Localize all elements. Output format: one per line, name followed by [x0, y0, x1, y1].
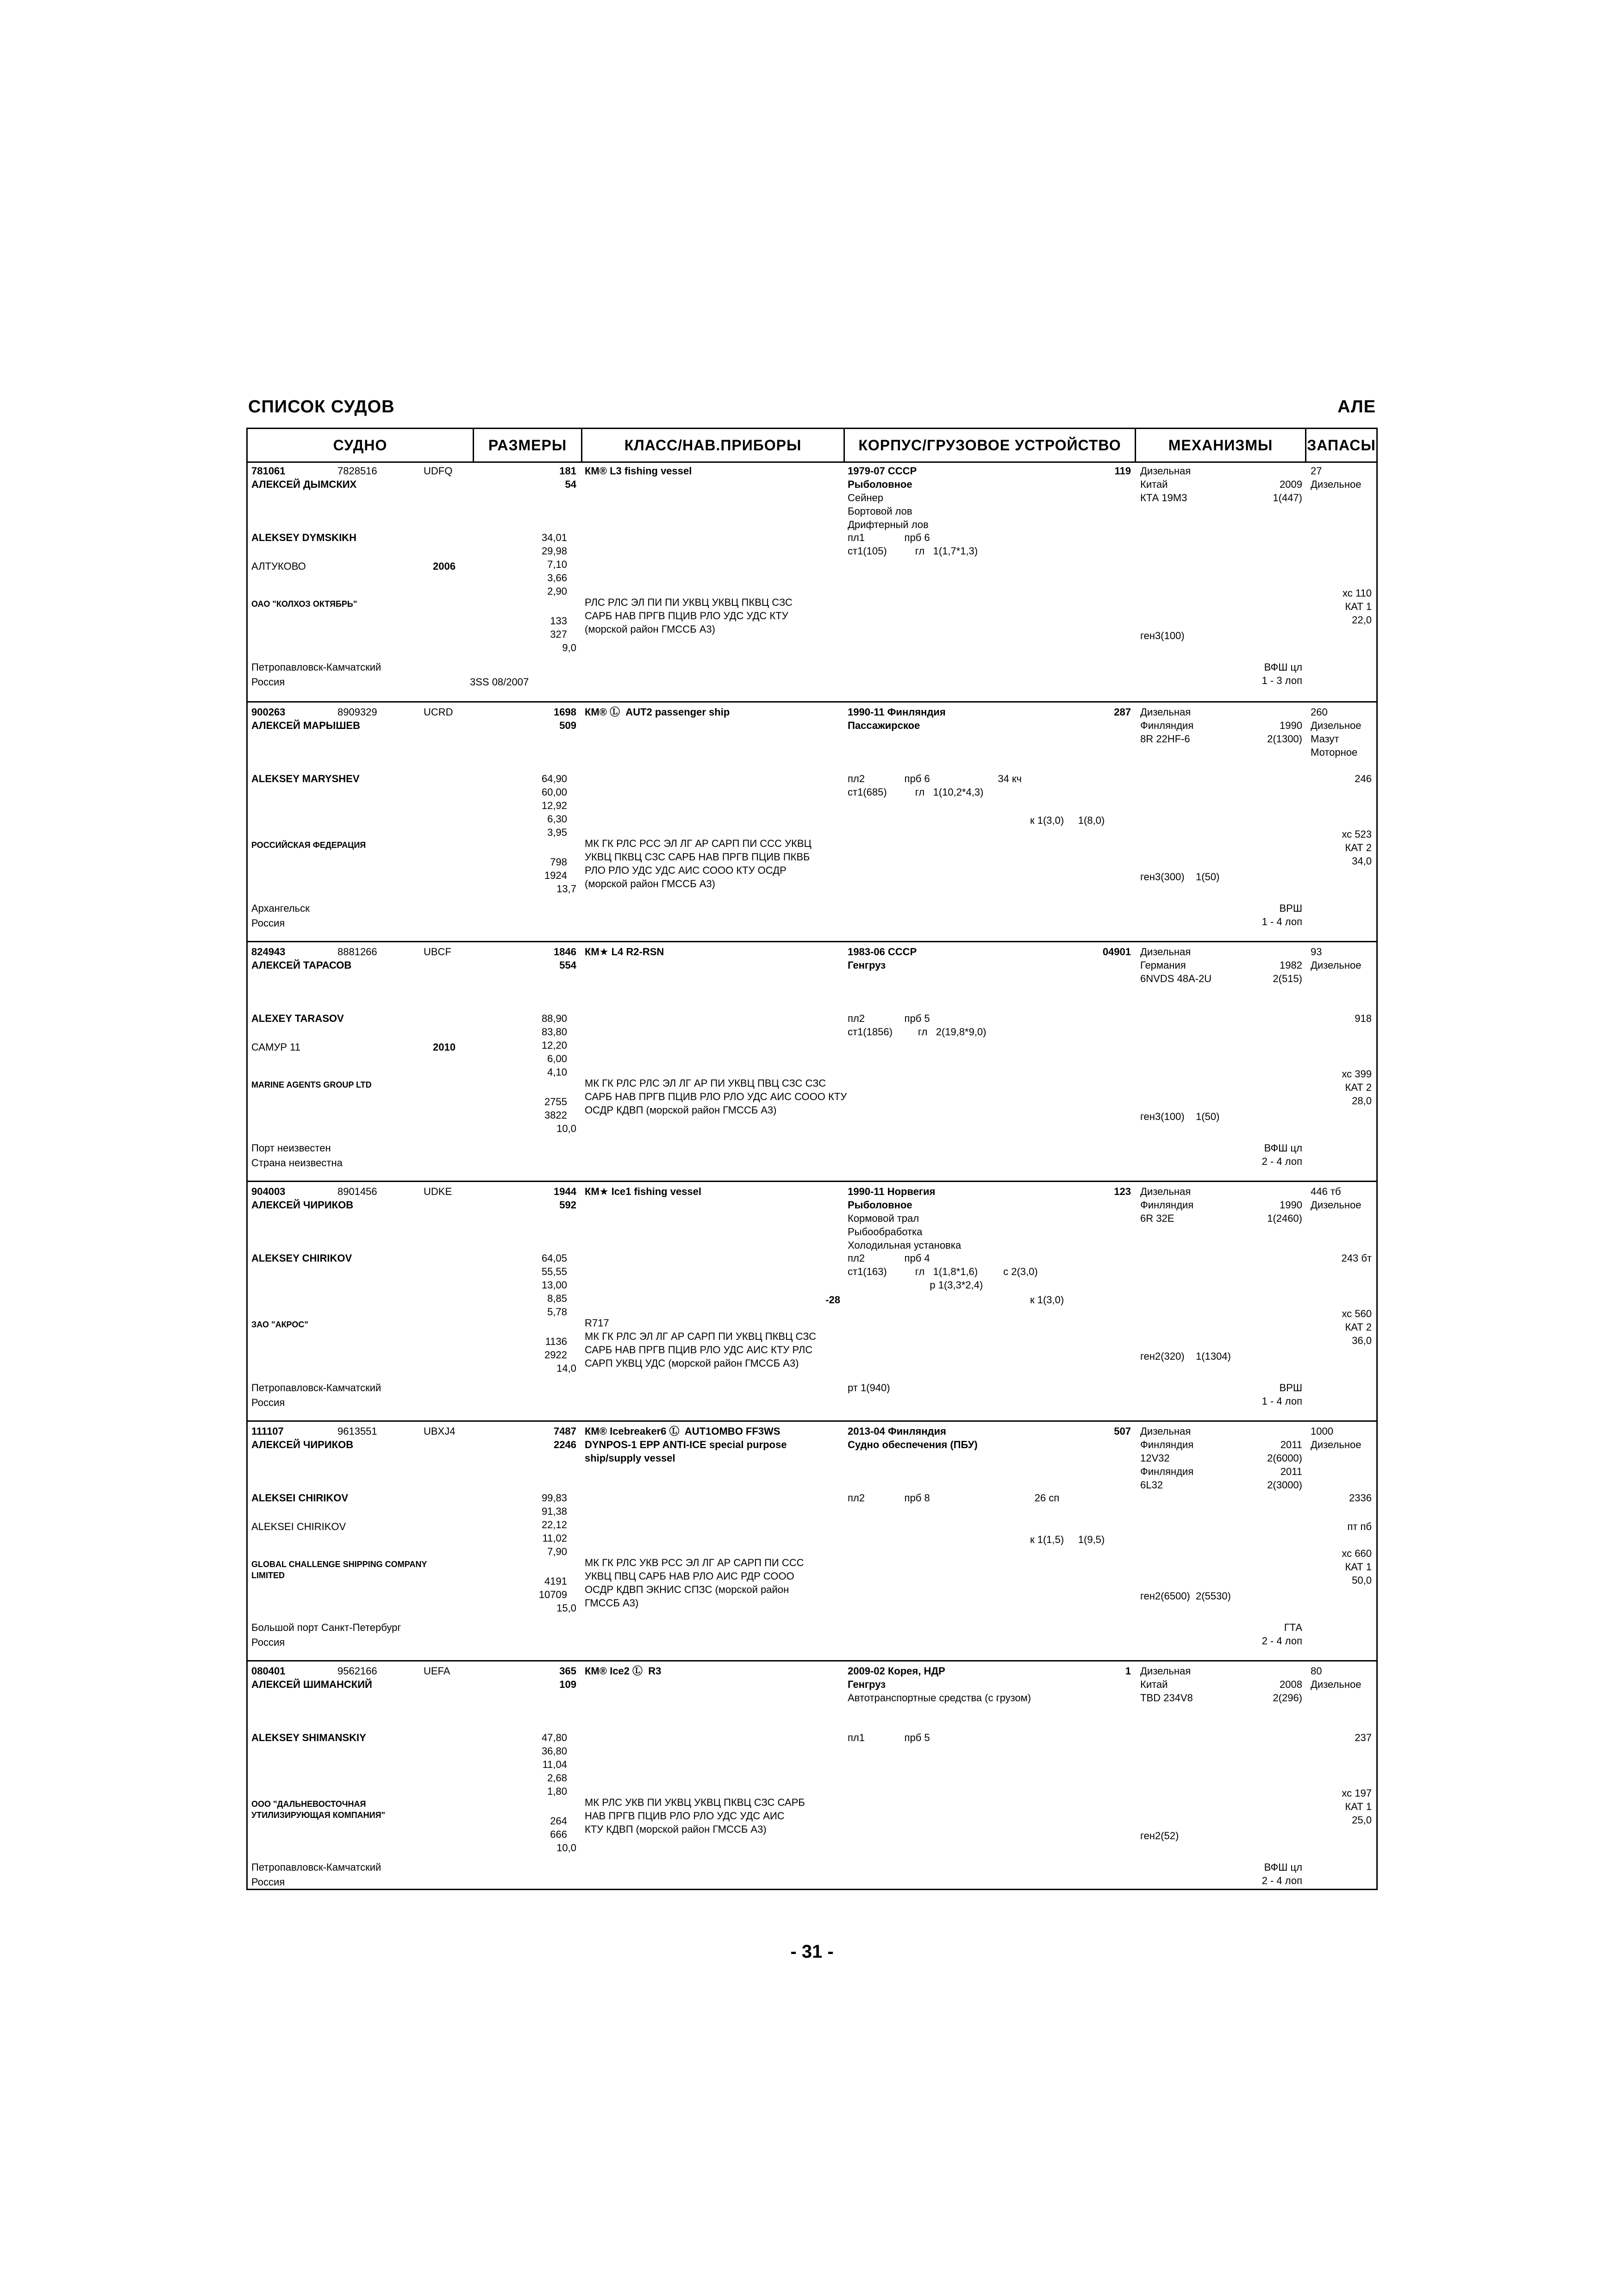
col-header-hull: КОРПУС/ГРУЗОВОЕ УСТРОЙСТВО: [858, 436, 1121, 454]
cargo-gear: пл2 прб 8 26 сп: [848, 1492, 1060, 1504]
dimension-value: 12,92: [541, 800, 567, 811]
propulsion: ВФШ цл 2 - 4 лоп: [1262, 1861, 1302, 1886]
deadweight-value: 4191: [544, 1575, 567, 1587]
class-notation: КМ★ L4 R2-RSN: [585, 946, 664, 958]
reg-number: 111107: [251, 1425, 284, 1437]
nav-equipment: R717 МК ГК РЛС ЭЛ ЛГ АР САРП ПИ УКВЦ ПКВЦ СЗС САРБ НАВ ПРГВ ПЦИВ РЛО УДС АИС КТУ РЛС САРП УКВЦ УДС (морской район ГМССБ А3): [585, 1317, 817, 1369]
ship-name-en: ALEKSEY DYMSKIKH: [251, 532, 356, 543]
supplies-fuel: 1000 Дизельное: [1311, 1425, 1362, 1450]
col-header-supplies: ЗАПАСЫ: [1307, 436, 1376, 454]
call-sign: UEFA: [424, 1665, 450, 1677]
hull-number: 04901: [1102, 946, 1131, 958]
engine-info: Дизельная Финляндия 12V32 Финляндия 6L32: [1140, 1425, 1194, 1491]
supplies-fuel: 27 Дизельное: [1311, 465, 1362, 490]
ship-type: Генгруз: [848, 959, 886, 971]
col-header-ship: СУДНО: [333, 436, 387, 454]
home-port: Порт неизвестен: [251, 1142, 331, 1154]
build-info: 1983-06 СССР: [848, 946, 917, 958]
call-sign: UBCF: [424, 946, 451, 958]
call-sign: UCRD: [424, 706, 453, 718]
build-info: 1990-11 Финляндия: [848, 706, 946, 718]
ship-name-ru: АЛЕКСЕЙ ТАРАСОВ: [251, 959, 352, 971]
gross-tonnage: 7487: [554, 1425, 576, 1437]
engine-power: 1982 2(515): [1273, 959, 1302, 984]
owner: ООО "ДАЛЬНЕВОСТОЧНАЯ УТИЛИЗИРУЮЩАЯ КОМПАНИЯ": [251, 1799, 386, 1820]
dimension-value: 34,01: [541, 532, 567, 543]
dimension-value: 99,83: [541, 1492, 567, 1504]
page-number: - 31 -: [790, 1941, 834, 1962]
build-info: 2009-02 Корея, НДР: [848, 1665, 945, 1677]
speed-value: 15,0: [556, 1602, 576, 1614]
ship-record: [248, 1660, 1376, 1901]
owner: GLOBAL CHALLENGE SHIPPING COMPANY LIMITED: [251, 1560, 427, 1580]
engine-info: Дизельная Китай КТА 19М3: [1140, 465, 1191, 504]
imo-number: 8881266: [337, 946, 377, 958]
dimension-value: 22,12: [541, 1519, 567, 1531]
ship-type: Рыболовное: [848, 1199, 912, 1211]
ship-record: [248, 461, 1376, 701]
ship-type: Рыболовное: [848, 479, 912, 490]
reg-number: 904003: [251, 1186, 286, 1197]
section-code: АЛЕ: [1337, 397, 1376, 417]
hull-details: Кормовой трал Рыбообработка Холодильная установка: [848, 1213, 962, 1251]
col-header-class: КЛАСС/НАВ.ПРИБОРЫ: [624, 436, 802, 454]
dimension-value: 11,02: [542, 1532, 567, 1544]
call-sign: UDFQ: [424, 465, 453, 477]
generators: ген3(100): [1140, 630, 1185, 641]
survey: 3SS 08/2007: [470, 676, 529, 688]
supplies-lifesaving: хс 399 КАТ 2 28,0: [1342, 1068, 1372, 1107]
supplies-lifesaving: хс 110 КАТ 1 22,0: [1343, 587, 1372, 626]
supplies-fuel: 260 Дизельное Мазут Моторное: [1311, 706, 1362, 758]
deadweight-value: 798: [550, 856, 567, 868]
supplies-capacity: 243 бт: [1341, 1252, 1372, 1264]
dimension-value: 3,95: [547, 827, 567, 838]
net-tonnage: 509: [559, 720, 576, 731]
generators: ген2(320) 1(1304): [1140, 1350, 1231, 1362]
dimension-value: 4,10: [547, 1066, 567, 1078]
imo-number: 9613551: [337, 1425, 377, 1437]
owner: ЗАО "АКРОС": [251, 1320, 308, 1329]
supplies-fuel: 80 Дизельное: [1311, 1665, 1362, 1690]
flag-country: Россия: [251, 1397, 285, 1408]
generators: ген3(300) 1(50): [1140, 871, 1220, 883]
speed-value: 13,7: [556, 883, 576, 895]
cargo-gear: пл1 прб 6 ст1(105) гл 1(1,7*1,3): [848, 532, 978, 557]
supplies-capacity: 246: [1355, 773, 1372, 784]
engine-power: 2009 1(447): [1273, 479, 1302, 504]
reg-number: 781061: [251, 465, 286, 477]
hull-details: Автотранспортные средства (с грузом): [848, 1692, 1031, 1704]
reg-number: 080401: [251, 1665, 286, 1677]
dimension-value: 88,90: [541, 1013, 567, 1024]
ship-record: [248, 701, 1376, 942]
ship-name-ru: АЛЕКСЕЙ ЧИРИКОВ: [251, 1439, 354, 1450]
cargo-cranes: к 1(3,0) 1(8,0): [1030, 815, 1105, 826]
class-notation: КМ® L3 fishing vessel: [585, 465, 692, 477]
nav-equipment: МК РЛС УКВ ПИ УКВЦ УКВЦ ПКВЦ СЗС САРБ НАВ ПРГВ ПЦИВ РЛО РЛО УДС УДС АИС КТУ КДВП (морской район ГМССБ А3): [585, 1797, 805, 1835]
build-info: 1990-11 Норвегия: [848, 1186, 936, 1197]
propulsion: ГТА 2 - 4 лоп: [1262, 1622, 1302, 1647]
hull-number: 287: [1114, 706, 1131, 718]
build-info: 1979-07 СССР: [848, 465, 917, 477]
engine-info: Дизельная Китай TBD 234V8: [1140, 1665, 1193, 1704]
net-tonnage: 109: [559, 1679, 576, 1690]
reg-number: 900263: [251, 706, 286, 718]
nav-equipment: МК ГК РЛС РСС ЭЛ ЛГ АР САРП ПИ ССС УКВЦ УКВЦ ПКВЦ СЗС САРБ НАВ ПРГВ ПЦИВ ПКВБ РЛО РЛО УДС УДС АИС СООО КТУ ОСДР (морской район ГМССБ А3): [585, 838, 812, 890]
engine-power: 2008 2(296): [1273, 1679, 1302, 1704]
owner: РОССИЙСКАЯ ФЕДЕРАЦИЯ: [251, 840, 366, 850]
hull-number: 123: [1114, 1186, 1131, 1197]
gross-tonnage: 1698: [554, 706, 576, 718]
deadweight-value: 133: [550, 615, 567, 627]
flag-country: Россия: [251, 1636, 285, 1648]
home-port: Петропавловск-Камчатский: [251, 1861, 381, 1873]
net-tonnage: 54: [565, 479, 576, 490]
dimension-value: 91,38: [541, 1506, 567, 1517]
nav-equipment: МК ГК РЛС УКВ РСС ЭЛ ЛГ АР САРП ПИ ССС УКВЦ ПВЦ САРБ НАВ РЛО АИС РДР СООО ОСДР КДВП ЭКНИС СПЗС (морской район ГМССБ А3): [585, 1557, 804, 1609]
ship-name-en: ALEKSEI CHIRIKOV: [251, 1492, 349, 1504]
home-port: Петропавловск-Камчатский: [251, 1382, 381, 1394]
dimension-value: 11,04: [542, 1759, 567, 1770]
dimension-value: 13,00: [541, 1279, 567, 1291]
ship-name-ru: АЛЕКСЕЙ ЧИРИКОВ: [251, 1199, 354, 1211]
dimension-value: 2,68: [547, 1772, 567, 1784]
dimension-value: 55,55: [541, 1266, 567, 1277]
class-notation: КМ★ Ice1 fishing vessel: [585, 1186, 702, 1197]
propulsion: ВФШ цл 1 - 3 лоп: [1262, 661, 1302, 686]
ship-name-en: ALEKSEY SHIMANSKIY: [251, 1732, 366, 1743]
deadweight-value: 264: [550, 1815, 567, 1827]
gross-tonnage: 1944: [554, 1186, 576, 1197]
ship-name-en: ALEXEY TARASOV: [251, 1013, 344, 1024]
displacement-value: 3822: [544, 1109, 567, 1121]
dimension-value: 7,10: [547, 559, 567, 570]
deadweight-value: 1136: [545, 1336, 567, 1347]
nav-equipment: МК ГК РЛС РЛС ЭЛ ЛГ АР ПИ УКВЦ ПВЦ СЗС СЗС САРБ НАВ ПРГВ ПЦИВ РЛО РЛО УДС АИС СООО КТУ ОСДР КДВП (морской район ГМССБ А3): [585, 1077, 847, 1116]
col-header-dimensions: РАЗМЕРЫ: [488, 436, 567, 454]
engine-info: Дизельная Финляндия 6R 32E: [1140, 1186, 1194, 1224]
ship-table: [246, 428, 1378, 1890]
flag-country: Россия: [251, 1876, 285, 1888]
cargo-gear: пл1 прб 5: [848, 1732, 930, 1743]
refrigerated-holds: рт 1(940): [848, 1382, 890, 1394]
design-temperature: -28: [825, 1294, 840, 1306]
dimension-value: 6,00: [547, 1053, 567, 1064]
gross-tonnage: 181: [559, 465, 576, 477]
supplies-capacity: 2336: [1349, 1492, 1372, 1504]
deadweight-value: 2755: [544, 1096, 567, 1108]
propulsion: ВРШ 1 - 4 лоп: [1262, 1382, 1302, 1407]
dimension-value: 47,80: [541, 1732, 567, 1743]
dimension-value: 5,78: [547, 1306, 567, 1318]
ship-type: Генгруз: [848, 1679, 886, 1690]
class-notation: КМ® Icebreaker6 Ⓛ AUT1OMBO FF3WS DYNPOS-1 EPP ANTI-ICE special purpose ship/supply vessel: [585, 1425, 787, 1464]
dimension-value: 3,66: [547, 572, 567, 584]
former-name: ALEKSEI CHIRIKOV: [251, 1521, 346, 1532]
cargo-cranes: к 1(1,5) 1(9,5): [1030, 1534, 1105, 1545]
displacement-value: 2922: [544, 1349, 567, 1361]
list-title: СПИСОК СУДОВ: [248, 397, 395, 417]
generators: ген2(6500) 2(5530): [1140, 1590, 1231, 1602]
dimension-value: 60,00: [541, 786, 567, 798]
former-name: АЛТУКОВО: [251, 560, 306, 572]
net-tonnage: 554: [559, 959, 576, 971]
net-tonnage: 592: [559, 1199, 576, 1211]
supplies-fuel: 446 тб Дизельное: [1311, 1186, 1362, 1211]
former-year: 2006: [433, 560, 456, 572]
engine-power: 1990 1(2460): [1267, 1199, 1302, 1224]
former-name: САМУР 11: [251, 1041, 301, 1053]
imo-number: 7828516: [337, 465, 377, 477]
build-info: 2013-04 Финляндия: [848, 1425, 946, 1437]
ship-name-en: ALEKSEY MARYSHEV: [251, 773, 360, 784]
imo-number: 8901456: [337, 1186, 377, 1197]
home-port: Петропавловск-Камчатский: [251, 661, 381, 673]
generators: ген2(52): [1140, 1830, 1179, 1842]
gross-tonnage: 1846: [554, 946, 576, 958]
former-year: 2010: [433, 1041, 456, 1053]
class-notation: КМ® Ice2 Ⓛ R3: [585, 1665, 662, 1677]
hull-number: 119: [1114, 465, 1131, 477]
flag-country: Россия: [251, 917, 285, 929]
engine-info: Дизельная Германия 6NVDS 48A-2U: [1140, 946, 1212, 984]
dimension-value: 83,80: [541, 1026, 567, 1038]
cargo-gear: пл2 прб 4 ст1(163) гл 1(1,8*1,6) с 2(3,0) р 1(3,3*2,4): [848, 1252, 1038, 1291]
speed-value: 10,0: [556, 1842, 576, 1854]
dimension-value: 8,85: [547, 1293, 567, 1304]
dimension-value: 1,80: [547, 1786, 567, 1797]
owner: ОАО "КОЛХОЗ ОКТЯБРЬ": [251, 599, 357, 609]
ship-type: Судно обеспечения (ПБУ): [848, 1439, 978, 1450]
ship-name-en: ALEKSEY CHIRIKOV: [251, 1252, 352, 1264]
call-sign: UDKE: [424, 1186, 452, 1197]
ship-name-ru: АЛЕКСЕЙ ДЫМСКИХ: [251, 479, 357, 490]
hull-number: 1: [1125, 1665, 1131, 1677]
generators: ген3(100) 1(50): [1140, 1111, 1220, 1122]
supplies-lifesaving: хс 560 КАТ 2 36,0: [1342, 1308, 1372, 1346]
speed-value: 14,0: [556, 1363, 576, 1374]
engine-info: Дизельная Финляндия 8R 22HF-6: [1140, 706, 1194, 745]
supplies-capacity: 237: [1355, 1732, 1372, 1743]
propulsion: ВРШ 1 - 4 лоп: [1262, 902, 1302, 927]
displacement-value: 1924: [544, 870, 567, 881]
dimension-value: 29,98: [541, 545, 567, 557]
ship-record: [248, 941, 1376, 1182]
speed-value: 10,0: [556, 1123, 576, 1134]
hull-details: Сейнер Бортовой лов Дрифтерный лов: [848, 492, 929, 530]
supplies-lifesaving: хс 660 КАТ 1 50,0: [1342, 1548, 1372, 1586]
dimension-value: 64,90: [541, 773, 567, 784]
displacement-value: 666: [550, 1829, 567, 1840]
flag-country: Страна неизвестна: [251, 1157, 343, 1169]
net-tonnage: 2246: [554, 1439, 576, 1450]
dimension-value: 7,90: [547, 1546, 567, 1557]
ship-record: [248, 1420, 1376, 1661]
hull-number: 507: [1114, 1425, 1131, 1437]
propulsion: ВФШ цл 2 - 4 лоп: [1262, 1142, 1302, 1167]
ship-type: Пассажирское: [848, 720, 920, 731]
supplies-fuel: 93 Дизельное: [1311, 946, 1362, 971]
imo-number: 8909329: [337, 706, 377, 718]
cargo-cranes: к 1(3,0): [1030, 1294, 1064, 1306]
supplies-lifesaving: хс 523 КАТ 2 34,0: [1342, 828, 1372, 867]
cargo-gear: пл2 прб 5 ст1(1856) гл 2(19,8*9,0): [848, 1013, 987, 1038]
flag-country: Россия: [251, 676, 285, 688]
supplies-lifesaving: хс 197 КАТ 1 25,0: [1342, 1787, 1372, 1826]
dimension-value: 36,80: [541, 1745, 567, 1757]
nav-equipment: РЛС РЛС ЭЛ ПИ ПИ УКВЦ УКВЦ ПКВЦ СЗС САРБ НАВ ПРГВ ПЦИВ РЛО УДС УДС КТУ (морской район ГМССБ А3): [585, 597, 793, 635]
dimension-value: 2,90: [547, 585, 567, 597]
displacement-value: 327: [550, 628, 567, 640]
dimension-value: 12,20: [541, 1039, 567, 1051]
speed-value: 9,0: [562, 642, 576, 653]
dimension-value: 6,30: [547, 813, 567, 825]
engine-power: 1990 2(1300): [1267, 720, 1302, 745]
supplies-capacity: 918: [1355, 1013, 1372, 1024]
gross-tonnage: 365: [559, 1665, 576, 1677]
col-header-machinery: МЕХАНИЗМЫ: [1168, 436, 1273, 454]
ship-name-ru: АЛЕКСЕЙ МАРЫШЕВ: [251, 720, 360, 731]
engine-power: 2011 2(6000) 2011 2(3000): [1267, 1439, 1302, 1491]
owner: MARINE AGENTS GROUP LTD: [251, 1080, 372, 1089]
reg-number: 824943: [251, 946, 286, 958]
imo-number: 9562166: [337, 1665, 377, 1677]
column-header-row: [248, 429, 1376, 463]
supplies-extra: пт пб: [1347, 1521, 1372, 1532]
ship-name-ru: АЛЕКСЕЙ ШИМАНСКИЙ: [251, 1679, 372, 1690]
displacement-value: 10709: [538, 1589, 567, 1600]
ship-record: [248, 1181, 1376, 1422]
cargo-gear: пл2 прб 6 34 кч ст1(685) гл 1(10,2*4,3): [848, 773, 1022, 798]
home-port: Архангельск: [251, 902, 310, 914]
dimension-value: 64,05: [541, 1252, 567, 1264]
class-notation: КМ® Ⓛ AUT2 passenger ship: [585, 706, 730, 718]
home-port: Большой порт Санкт-Петербург: [251, 1622, 401, 1633]
call-sign: UBXJ4: [424, 1425, 456, 1437]
